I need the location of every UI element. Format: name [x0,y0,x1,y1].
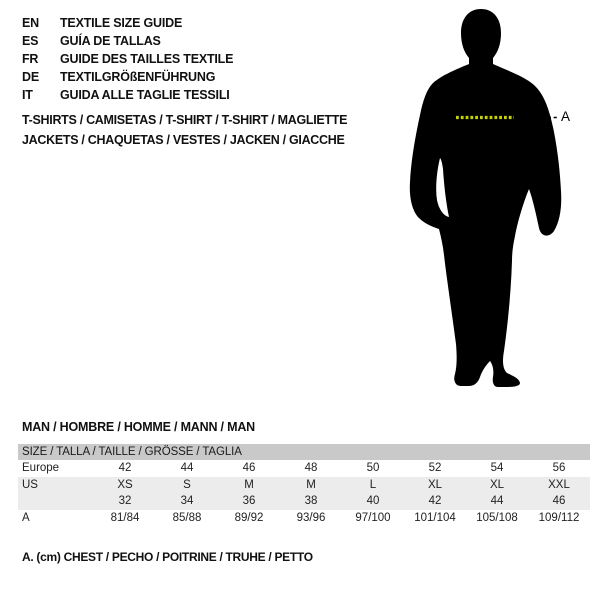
table-cell: M [244,478,254,491]
row-label: A [22,511,30,524]
category-jackets: JACKETS / CHAQUETAS / VESTES / JACKEN / GIACCHE [22,132,345,147]
table-cell: 89/92 [234,511,264,524]
table-cell: 93/96 [296,511,326,524]
row-label: US [22,478,38,491]
table-cell: 32 [118,495,132,507]
table-cell: 34 [180,495,194,507]
table-cell: 56 [552,462,566,474]
language-code: ES [22,34,39,48]
language-code: DE [22,70,39,84]
table-cell: 38 [304,495,318,507]
table-cell: 48 [304,462,318,474]
language-code: IT [22,88,33,102]
table-cell: 40 [366,495,380,507]
table-cell: 85/88 [172,511,202,524]
table-cell: 52 [428,462,442,474]
table-cell: XS [117,478,133,491]
table-cell: L [369,478,377,491]
size-table-header: SIZE / TALLA / TAILLE / GRÖSSE / TAGLIA [18,444,590,460]
table-cell: 50 [366,462,380,474]
size-table [18,444,590,526]
language-text: TEXTILE SIZE GUIDE [60,16,183,30]
table-cell: 44 [180,462,194,474]
table-row-us [18,477,590,494]
table-cell: 36 [242,495,256,507]
table-cell: XL [489,478,505,491]
table-cell: 105/108 [476,511,518,524]
table-cell: 46 [242,462,256,474]
language-text: GUIDE DES TAILLES TEXTILE [60,52,234,66]
table-row-europe [18,460,590,477]
table-cell: 109/112 [538,511,580,524]
table-row-chest-a [18,510,590,527]
table-cell: 42 [118,462,132,474]
row-label: Europe [22,462,60,474]
section-title-man: MAN / HOMBRE / HOMME / MANN / MAN [22,420,255,434]
language-code: EN [22,16,39,30]
table-cell: 44 [490,495,504,507]
language-text: GUIDA ALLE TAGLIE TESSILI [60,88,230,102]
table-cell: S [183,478,191,491]
measure-label-a: A [561,109,571,124]
table-cell: XXL [548,478,570,491]
language-text: TEXTILGRÖßENFÜHRUNG [60,70,216,84]
table-cell: 54 [490,462,504,474]
table-row-numeric [18,493,590,510]
table-cell: XL [427,478,443,491]
table-cell: M [306,478,316,491]
language-text: GUÍA DE TALLAS [60,34,161,48]
table-cell: 101/104 [414,511,456,524]
measurement-footnote: A. (cm) CHEST / PECHO / POITRINE / TRUHE / PETTO [22,550,313,564]
row-label [18,493,94,510]
table-cell: 46 [552,495,566,507]
table-cell: 97/100 [355,511,391,524]
table-cell: 42 [428,495,442,507]
category-tshirts: T-SHIRTS / CAMISETAS / T-SHIRT / T-SHIRT / MAGLIETTE [22,113,348,127]
table-cell: 81/84 [110,511,140,524]
language-code: FR [22,52,39,66]
man-silhouette [410,9,561,387]
